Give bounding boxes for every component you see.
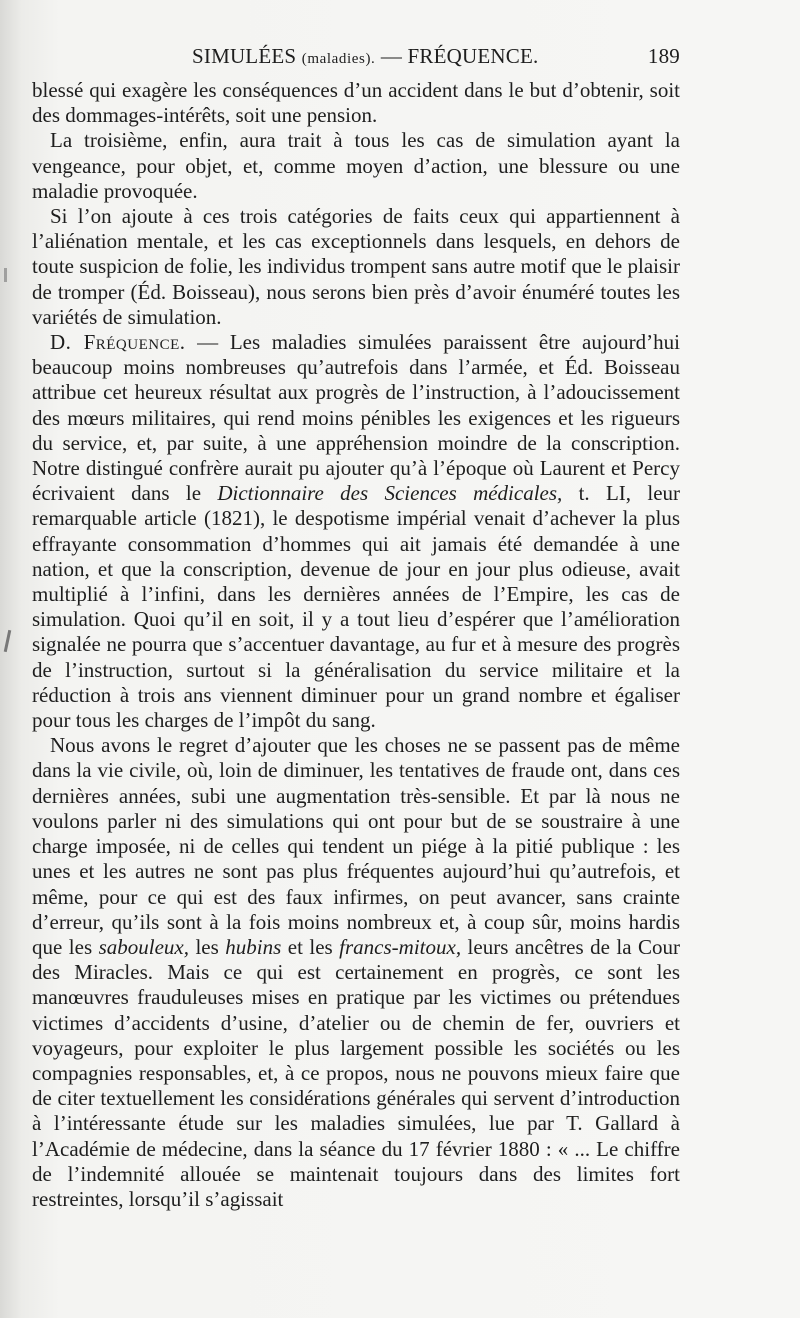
- term-sabouleux: sabouleux,: [98, 934, 189, 959]
- title-main: SIMULÉES: [192, 44, 297, 68]
- book-title: Dictionnaire des Sciences médicales,: [217, 481, 563, 506]
- paragraph-vengeance: La troisième, enfin, aura trait à tous les cas de simulation ayant la vengeance, pour objet, et, comme moyen d’action, une blessure ou une maladie provoquée.: [32, 128, 680, 203]
- title-rest: — FRÉQUENCE.: [380, 44, 539, 68]
- section-label: D. Fréquence.: [50, 330, 186, 355]
- paragraph-frequence: [32, 330, 680, 733]
- paragraph-continued: blessé qui exagère les conséquences d’un accident dans le but d’obtenir, soit des dommages-intérêts, soit une pension.: [32, 78, 680, 128]
- frequence-text-2: t. LI, leur remarquable article (1821), le despotisme impérial venait d’achever la plus effrayante consommation d’hommes qui ait jamais été demandée à une nation, et que la conscription, devenue de jour en jour plus odieuse, avait multiplié à l’infini, dans les dernières années de l’Empire, les cas de simulation. Quoi qu’il en soit, il y a tout lieu d’espérer que l’amélioration signalée ne pourra que s’accentuer davantage, au fur et à mesure des progrès de l’instruction, surtout si la généralisation du service militaire et la réduction à trois ans viennent diminuer pour un grand nombre et égaliser pour tous les charges de l’impôt du sang.: [32, 481, 681, 733]
- term-francs-mitoux: francs-mitoux,: [339, 934, 462, 959]
- page-number: 189: [647, 44, 680, 68]
- civile-text-2: les: [189, 934, 226, 959]
- paragraph-vie-civile: [32, 733, 680, 1212]
- body-text: [32, 78, 680, 1212]
- running-header: [32, 44, 680, 74]
- running-title: [192, 44, 538, 69]
- civile-text-4: leurs ancêtres de la Cour des Miracles. Mais ce qui est certainement en progrès, ce sont les manœuvres frauduleuses mises en pratique par les victimes ou prétendues victimes d’accidents d’usine, d’atelier ou de chemin de fer, ouvriers et voyageurs, pour exploiter le plus largement possible les sociétés ou les compagnies responsables, et, à ce propos, nous ne pouvons mieux faire que de citer textuellement les considérations générales qui servent d’introduction à l’intéressante étude sur les maladies simulées, lue par T. Gallard à l’Académie de médecine, dans la séance du 17 février 1880 : « ... Le chiffre de l’indemnité allouée se maintenait toujours dans des limites fort restreintes, lorsqu’il s’agissait: [32, 934, 680, 1211]
- civile-text-3: et les: [281, 934, 340, 959]
- frequence-text-1: — Les maladies simulées paraissent être aujourd’hui beaucoup moins nombreuses qu’autrefois dans l’armée, et Éd. Boisseau attribue cet heureux résultat aux progrès de l’instruction, à l’adoucissement des mœurs militaires, qui rend moins pénibles les exigences et les rigueurs du service, et, par suite, à une appréhension moindre de la conscription. Notre distingué confrère aurait pu ajouter qu’à l’époque où Laurent et Percy écrivaient dans le: [32, 330, 680, 506]
- margin-mark: [4, 268, 7, 282]
- title-paren: (maladies).: [301, 51, 376, 67]
- paragraph-alienation: Si l’on ajoute à ces trois catégories de faits ceux qui appartiennent à l’aliénation mentale, et les cas exceptionnels dans lesquels, en dehors de toute suspicion de folie, les individus trompent sans autre motif que le plaisir de tromper (Éd. Boisseau), nous serons bien près d’avoir énuméré toutes les variétés de simulation.: [32, 204, 680, 329]
- term-hubins: hubins: [225, 934, 282, 959]
- civile-text-1: Nous avons le regret d’ajouter que les choses ne se passent pas de même dans la vie civile, où, loin de diminuer, les tentatives de fraude ont, dans ces dernières années, subi une augmentation très-sensible. Et par là nous ne voulons parler ni des simulations qui ont pour but de se soustraire à une charge imposée, ni de celles qui tendent un piége à la pitié publique : les unes et les autres ne sont pas plus fréquentes aujourd’hui qu’autrefois, et même, pour ce qui est des faux infirmes, on peut avancer, sans crainte d’erreur, qu’ils sont à la fois moins nombreux et, à coup sûr, moins hardis que les: [32, 733, 680, 959]
- margin-mark: [4, 630, 12, 652]
